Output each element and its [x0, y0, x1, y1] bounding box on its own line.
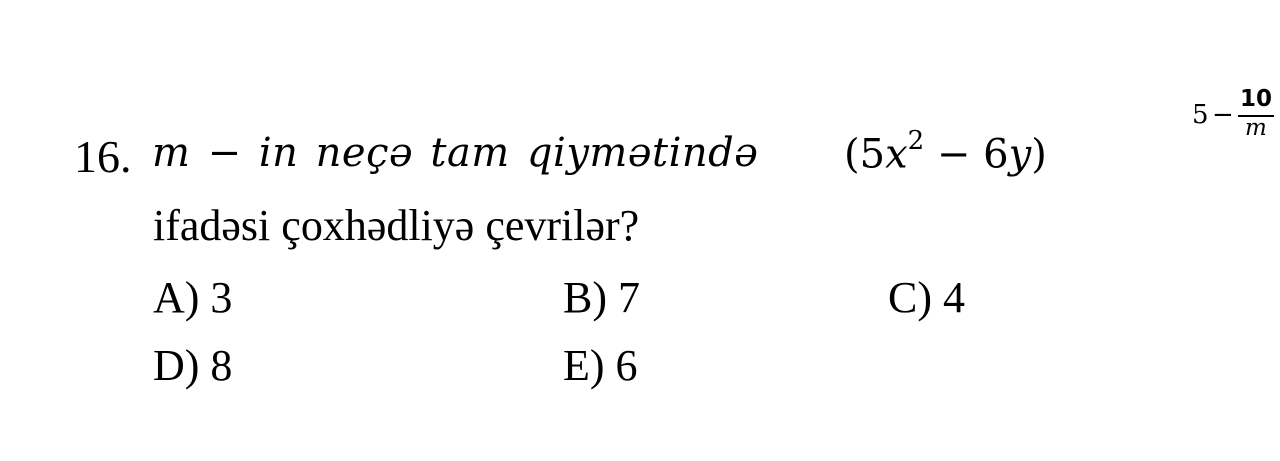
polynomial-expression: [844, 126, 1047, 178]
question-math-text: m − in neçə tam qiymətində: [152, 130, 759, 176]
question-line-2: ifadəsi çoxhədliyə çevrilər?: [153, 201, 640, 250]
fraction-numerator: 10: [1240, 86, 1273, 112]
answer-option-a[interactable]: A) 3: [153, 273, 233, 322]
expr-open: (5: [844, 131, 886, 178]
expr-middle: − 6: [924, 131, 1009, 178]
answer-option-c[interactable]: C) 4: [888, 273, 965, 322]
question-number: 16.: [74, 131, 132, 182]
expr-y: y: [1008, 131, 1032, 178]
expr-square: 2: [907, 126, 925, 156]
answer-option-e[interactable]: E) 6: [563, 341, 638, 390]
fraction-denominator: m: [1245, 115, 1267, 141]
answer-option-d[interactable]: D) 8: [153, 341, 233, 390]
expr-close: ): [1031, 131, 1047, 178]
expr-x: x: [885, 131, 908, 178]
exponent: [1192, 86, 1280, 168]
exponent-base: 5: [1192, 100, 1209, 130]
answer-option-b[interactable]: B) 7: [563, 273, 640, 322]
exponent-minus: −: [1212, 100, 1234, 130]
